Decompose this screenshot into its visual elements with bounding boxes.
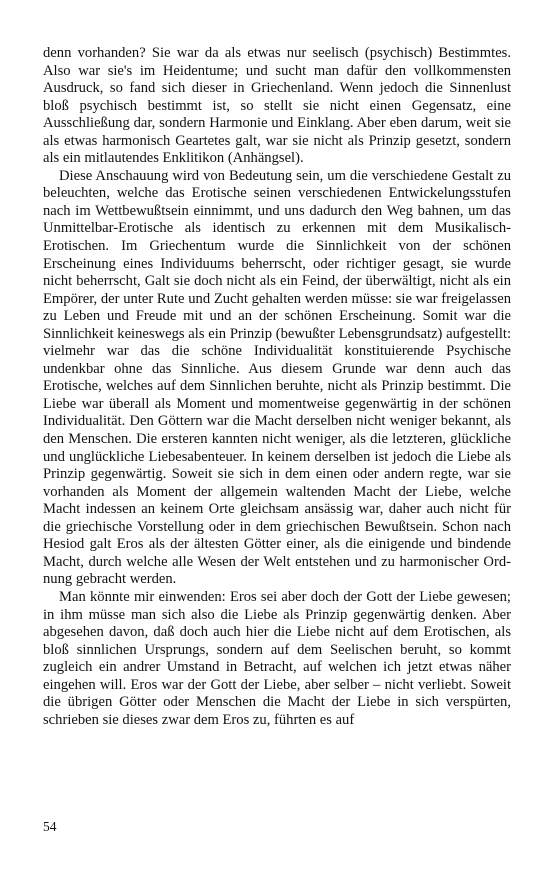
page-number: 54 [43, 819, 57, 834]
paragraph-2: Diese Anschauung wird von Bedeutung sein, um die verschiedene Gestalt zu beleuchten, welche das Erotische seinen verschiedenen Entwickelungsstufen nach im Wettbewußtsein einnimmt, und uns dadurch den Weg bahnen, um das Unmittelbar-Erotische als identisch zu erkennen mit dem Musikalisch-Erotischen. Im Griechentum wurde die Sinnlichkeit von der schönen Erscheinung eines Individuums beherrscht, oder richtiger gesagt, sie wurde nicht beherrscht, Galt sie doch nicht als ein Feind, der überwältigt, nicht als ein Empörer, der unter Rute und Zucht gehalten werden müsse: sie war freigelassen zu Leben und Freude mit und an der schönen Erscheinung. Somit war die Sinnlichkeit keineswegs als ein Prinzip (bewußter Lebensgrundsatz) aufgestellt: vielmehr war das die schöne Individualität konstituierende Psychische undenkbar ohne das Sinnliche. Aus diesem Grunde war denn auch das Erotische, welches auf dem Sinnlichen beruhte, nicht als Prinzip bestimmt. Die Liebe war überall als Moment und momentweise gegenwärtig in der schönen Individualität. Den Göttern war die Macht derselben nicht weniger bekannt, als den Menschen. Die ersteren kannten nicht weniger, als die letzteren, glückliche und unglückliche Liebesabenteuer. In keinem derselben ist jedoch die Liebe als Prinzip gegenwärtig. Soweit sie sich in dem einen oder andern regte, war sie vorhanden als Moment der allgemein waltenden Macht der Liebe, welche Macht indessen an keinem Orte gleichsam ansässig war, daher auch nicht für die griechische Vorstellung oder in dem griechischen Bewußtsein. Schon nach Hesiod galt Eros als der ältesten Götter einer, als die einigende und bindende Macht, durch welche alle Wesen der Welt entstehen und zu harmonischer Ordnung gebracht werden. [43, 167, 511, 588]
book-page-text [43, 45, 511, 729]
paragraph-3: Man könnte mir einwenden: Eros sei aber doch der Gott der Liebe gewesen; in ihm müsse man sich also die Liebe als Prinzip gegenwärtig denken. Aber abgesehen davon, daß doch auch hier die Liebe nicht auf dem Erotischen, als bloß sinnlichen Ursprungs, sondern auf dem Seelischen beruht, so kommt zugleich ein andrer Umstand in Betracht, auf welchen ich jetzt etwas näher eingehen will. Eros war der Gott der Liebe, aber selber – nicht verliebt. Soweit die übrigen Götter oder Menschen die Macht der Liebe in sich verspürten, schrieben sie dieses zwar dem Eros zu, führten es auf [43, 588, 511, 728]
paragraph-1: denn vorhanden? Sie war da als etwas nur seelisch (psychisch) Bestimmtes. Also war sie's im Heidentume; und sucht man dafür den vollkommensten Ausdruck, so fand sich dieser in Griechenland. Wenn jedoch die Sinnenlust bloß psychisch bestimmt ist, so stellt sie nicht einen Gegensatz, eine Ausschließung dar, sondern Harmonie und Einklang. Aber eben darum, weit sie als etwas harmonisch Geartetes galt, war sie nicht als Prinzip gesetzt, sondern als ein mitlautendes Enklitikon (Anhängsel). [43, 45, 511, 167]
